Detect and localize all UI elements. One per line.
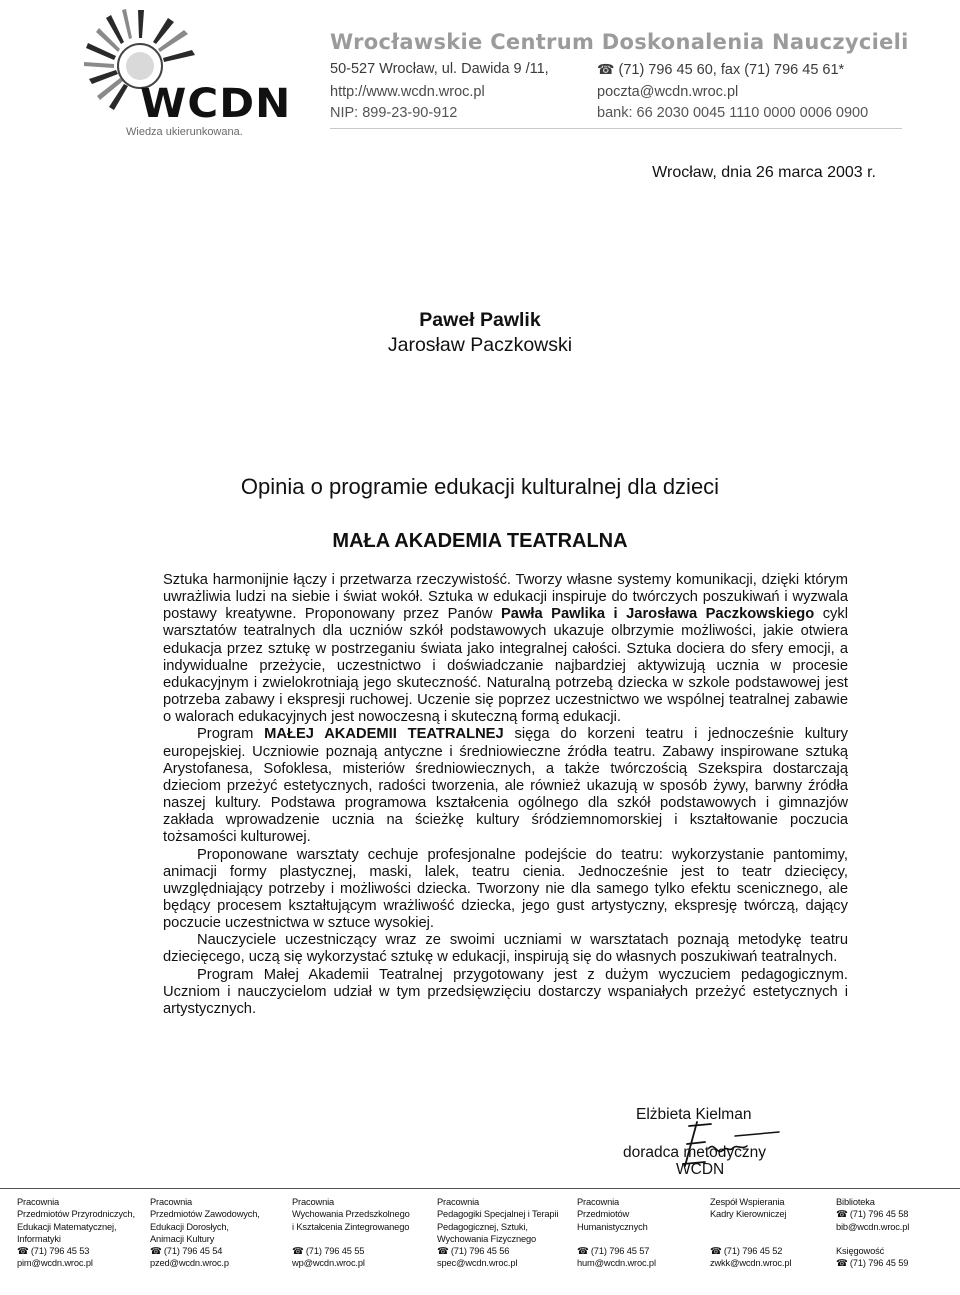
emphasized-text: Pawła Pawlika i Jarosława Paczkowskiego	[501, 606, 815, 623]
footer-line: Pedagogicznej, Sztuki,	[437, 1221, 528, 1232]
header-divider	[330, 128, 902, 129]
paragraph-text: Program Małej Akademii Teatralnej przygotowany jest z dużym wyczuciem pedagogicznym. Uczniom i nauczycielom udział w tym przedsięwzięciu dostarczy wspaniałych przeżyć estetycznych i artystycznych.	[163, 966, 848, 1017]
footer-line: Przedmiotów	[577, 1209, 630, 1220]
footer-line: Wychowania Przedszkolnego	[292, 1209, 410, 1220]
signatory-org: WCDN	[676, 1161, 725, 1178]
footer-line: ☎ (71) 796 45 57	[577, 1246, 650, 1257]
paragraph-text: Nauczyciele uczestniczący wraz ze swoimi uczniami w warsztatach poznają metodykę teatru dziecięcego, uczą się wykorzystać sztukę w edukacji, inspirują się do własnych poszukiwań teatralnych.	[163, 932, 848, 966]
footer-line: Humanistycznych	[577, 1221, 648, 1232]
footer-line: i Kształcenia Zintegrowanego	[292, 1221, 410, 1232]
footer-line: Animacji Kultury	[150, 1233, 215, 1244]
footer-line: Edukacji Dorosłych,	[150, 1221, 229, 1232]
website-link[interactable]: http://www.wcdn.wroc.pl	[330, 84, 485, 100]
footer-department	[710, 1196, 791, 1270]
phone-icon: ☎	[597, 61, 615, 77]
body-paragraph	[163, 967, 848, 1018]
signatory-role: doradca metodyczny	[623, 1144, 767, 1161]
program-name: MAŁA AKADEMIA TEATRALNA	[332, 530, 628, 552]
footer-divider	[0, 1188, 960, 1189]
phone-fax	[597, 61, 844, 78]
footer-line	[710, 1221, 791, 1233]
footer-line: ☎ (71) 796 45 52	[710, 1246, 783, 1257]
footer-line: Pedagogiki Specjalnej i Terapii	[437, 1209, 559, 1220]
footer-department	[150, 1196, 260, 1270]
footer-department	[292, 1196, 410, 1270]
footer-email[interactable]: spec@wcdn.wroc.pl	[437, 1258, 518, 1269]
signatory-name: Elżbieta Kielman	[636, 1106, 752, 1123]
body-paragraph	[163, 847, 848, 933]
footer-line: Kadry Kierowniczej	[710, 1209, 787, 1220]
footer-line	[710, 1233, 791, 1245]
footer-line: Biblioteka	[836, 1197, 875, 1207]
footer-line: ☎ (71) 796 45 53	[17, 1246, 90, 1257]
paragraph-text: Sztuka harmonijnie łączy i przetwarza rzeczywistość. Tworzy własne systemy komunikacji, dzięki którym uwrażliwia ludzi na siebie i świat wokół. Sztuka w edukacji inspiruje do twórczych poszukiwań i wyzwala postawy kreatywne. Proponowany przez Panów	[163, 572, 848, 623]
footer-line: Zespół Wspierania	[710, 1197, 785, 1207]
document-title: Opinia o programie edukacji kulturalnej dla dzieci	[240, 474, 720, 499]
footer-line: ☎ (71) 796 45 56	[437, 1246, 510, 1257]
body-paragraph	[163, 726, 848, 846]
emphasized-text: MAŁEJ AKADEMII TEATRALNEJ	[264, 726, 504, 743]
footer-line: Pracownia	[577, 1197, 620, 1207]
footer-line: ☎ (71) 796 45 59	[836, 1258, 909, 1269]
footer-department	[437, 1196, 558, 1270]
footer-line: Pracownia	[437, 1197, 480, 1207]
footer-department	[577, 1196, 656, 1270]
author-name: Paweł Pawlik	[419, 309, 541, 331]
footer-line: Przedmiotów Przyrodniczych,	[17, 1209, 135, 1220]
footer-email[interactable]: bib@wcdn.wroc.pl	[836, 1221, 910, 1232]
footer-line: Pracownia	[150, 1197, 193, 1207]
footer-line: ☎ (71) 796 45 55	[292, 1246, 365, 1257]
footer-email[interactable]: hum@wcdn.wroc.pl	[577, 1258, 656, 1269]
body-paragraph	[163, 572, 848, 726]
opinion-body	[163, 572, 848, 1018]
phone-number: (71) 796 45 60, fax (71) 796 45 61*	[618, 62, 845, 78]
footer-line: Edukacji Matematycznej,	[17, 1221, 117, 1232]
footer-line: Pracownia	[17, 1197, 60, 1207]
footer-line	[577, 1233, 656, 1245]
body-paragraph	[163, 932, 848, 966]
footer-line	[292, 1233, 410, 1245]
footer-email[interactable]: zwkk@wcdn.wroc.pl	[710, 1258, 792, 1269]
footer-email[interactable]: wp@wcdn.wroc.pl	[292, 1258, 365, 1269]
footer-department	[17, 1196, 135, 1270]
footer-email[interactable]: pim@wcdn.wroc.pl	[17, 1258, 93, 1269]
footer-line: Informatyki	[17, 1233, 61, 1244]
footer-line: Przedmiotów Zawodowych,	[150, 1209, 260, 1220]
org-name: Wrocławskie Centrum Doskonalenia Nauczycieli	[330, 30, 909, 54]
paragraph-text: sięga do korzeni teatru i jednocześnie kultury europejskiej. Uczniowie poznają antyczne i średniowieczne źródła teatru. Zabawy inspirowane sztuką Arystofanesa, Sofoklesa, misteriów średniowiecznych, a także twórczością Szekspira dostarczają dzieciom przeżyć estetycznych, radości tworzenia, ale również ukazują w sposób żywy, barwny źródła naszej kultury. Podstawa programowa kształcenia ogólnego dla szkół podstawowych i gimnazjów zakłada wprowadzenie ucznia na ścieżkę kultury śródziemnomorskiej i kształtowanie poczucia tożsamości kulturowej.	[163, 726, 848, 846]
footer-line: ☎ (71) 796 45 58	[836, 1209, 909, 1220]
email-link[interactable]: poczta@wcdn.wroc.pl	[597, 84, 739, 100]
letter-date: Wrocław, dnia 26 marca 2003 r.	[652, 164, 876, 181]
address: 50-527 Wrocław, ul. Dawida 9 /11,	[330, 61, 549, 77]
footer-department	[836, 1196, 909, 1270]
logo-tagline: Wiedza ukierunkowana.	[126, 126, 243, 138]
footer-email[interactable]: pzed@wcdn.wroc.p	[150, 1258, 229, 1269]
footer-line	[836, 1233, 909, 1245]
author-name: Jarosław Paczkowski	[387, 334, 573, 356]
footer-line: Pracownia	[292, 1197, 335, 1207]
footer-line: ☎ (71) 796 45 54	[150, 1246, 223, 1257]
footer-line: Księgowość	[836, 1246, 885, 1257]
paragraph-text: cykl warsztatów teatralnych dla uczniów szkół podstawowych ukazuje olbrzymie możliwości, jakie otwiera edukacja przez sztukę w postrzeganiu świata jako integralnej całości. Sztuka dociera do sfery emocji, a indywidualne przeżycie, uczestnictwo i doświadczanie najbardziej aktywizują ucznia w procesie edukacyjnym i zwielokrotniają jego skuteczność. Naturalną potrzebą dziecka w szkole podstawowej jest potrzeba zabawy i ekspresji ruchowej. Uczenie się poprzez uczestnictwo we wspólnej teatralnej zabawie o walorach edukacyjnych jest nowoczesną i skuteczną formą edukacji.	[163, 606, 848, 726]
footer-line: Wychowania Fizycznego	[437, 1233, 537, 1244]
nip-number: NIP: 899-23-90-912	[330, 105, 458, 121]
wcdn-logo	[78, 6, 292, 138]
paragraph-text: Proponowane warsztaty cechuje profesjonalne podejście do teatru: wykorzystanie pantomimy, animacji formy plastycznej, maski, lalek, teatru cienia. Jednocześnie jest to teatr dziecięcy, uwzględniający potrzeby i możliwości dziecka. Tworzony nie dla samego tylko efektu scenicznego, ale będący procesem kształtującym wrażliwość dziecka, jego gust artystyczny, ekspresję twórczą, dający poczucie uczestnictwa w sztuce wysokiej.	[163, 846, 848, 932]
logo-wordmark: WCDN	[140, 81, 292, 127]
paragraph-text: Program	[197, 726, 265, 743]
bank-account: bank: 66 2030 0045 1110 0000 0006 0900	[597, 105, 869, 121]
